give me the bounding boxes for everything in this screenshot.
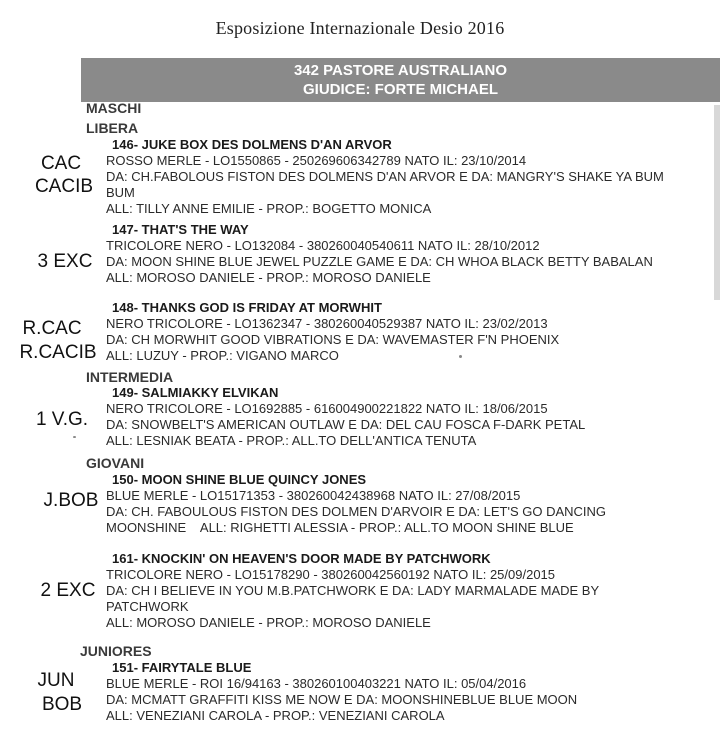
entry-147 [106, 222, 718, 286]
entry-owner: ALL: MOROSO DANIELE - PROP.: MOROSO DANIELE [106, 615, 431, 630]
entry-parents: DA: MCMATT GRAFFITI KISS ME NOW E DA: MOONSHINEBLUE BLUE MOON [106, 692, 578, 707]
entry-details: NERO TRICOLORE - LO1692885 - 616004900221822 NATO IL: 18/06/2015 [106, 401, 548, 416]
entry-owner: MOONSHINE ALL: RIGHETTI ALESSIA - PROP.: ALL.TO MOON SHINE BLUE [106, 520, 574, 535]
grade-150: J.BOB [43, 490, 99, 511]
section-intermedia: INTERMEDIA [86, 369, 174, 385]
grade-161: 2 EXC [40, 580, 96, 601]
entry-title: 150- MOON SHINE BLUE QUINCY JONES [112, 472, 367, 487]
entry-title: 161- KNOCKIN' ON HEAVEN'S DOOR MADE BY PATCHWORK [112, 551, 491, 566]
entry-161 [106, 551, 718, 631]
entry-details: TRICOLORE NERO - LO132084 - 380260040540611 NATO IL: 28/10/2012 [106, 238, 540, 253]
entry-owner: ALL: LUZUY - PROP.: VIGANO MARCO [106, 348, 339, 363]
grade-147: 3 EXC [37, 251, 93, 272]
grade-148-rcac: R.CAC [22, 318, 82, 339]
page-header: Esposizione Internazionale Desio 2016 [215, 18, 505, 38]
entry-title: 151- FAIRYTALE BLUE [112, 660, 252, 675]
entry-parents: DA: CH I BELIEVE IN YOU M.B.PATCHWORK E DA: LADY MARMALADE MADE BY PATCHWORK [106, 583, 599, 614]
grade-151-jun: JUN [37, 670, 75, 691]
entry-148 [106, 300, 718, 364]
entry-owner: ALL: TILLY ANNE EMILIE - PROP.: BOGETTO MONICA [106, 201, 432, 216]
entry-details: BLUE MERLE - LO15171353 - 380260042438968 NATO IL: 27/08/2015 [106, 488, 521, 503]
entry-title: 149- SALMIAKKY ELVIKAN [112, 385, 279, 400]
grade-149: 1 V.G. [35, 409, 89, 430]
entry-parents: DA: CH MORWHIT GOOD VIBRATIONS E DA: WAVEMASTER F'N PHOENIX [106, 332, 560, 347]
entry-146 [106, 137, 718, 217]
grade-148-rcacib: R.CACIB [19, 342, 97, 363]
section-libera: LIBERA [86, 120, 139, 136]
entry-title: 148- THANKS GOD IS FRIDAY AT MORWHIT [112, 300, 382, 315]
entry-title: 146- JUKE BOX DES DOLMENS D'AN ARVOR [112, 137, 392, 152]
entry-details: TRICOLORE NERO - LO15178290 - 380260042560192 NATO IL: 25/09/2015 [106, 567, 556, 582]
entry-parents: DA: MOON SHINE BLUE JEWEL PUZZLE GAME E DA: CH WHOA BLACK BETTY BABALAN [106, 254, 653, 269]
entry-parents: DA: SNOWBELT'S AMERICAN OUTLAW E DA: DEL CAU FOSCA F-DARK PETAL [106, 417, 586, 432]
entry-owner: ALL: VENEZIANI CAROLA - PROP.: VENEZIANI CAROLA [106, 708, 445, 723]
scan-speck [73, 436, 76, 438]
section-maschi: MASCHI [86, 100, 142, 116]
entry-151 [106, 660, 718, 724]
entry-parents: DA: CH.FABOLOUS FISTON DES DOLMENS D'AN ARVOR E DA: MANGRY'S SHAKE YA BUM BUM [106, 169, 664, 200]
entry-details: NERO TRICOLORE - LO1362347 - 380260040529387 NATO IL: 23/02/2013 [106, 316, 548, 331]
entry-details: ROSSO MERLE - LO1550865 - 250269606342789 NATO IL: 23/10/2014 [106, 153, 527, 168]
section-giovani: GIOVANI [86, 455, 145, 471]
breed-title: 342 PASTORE AUSTRALIANO [293, 62, 508, 79]
grade-151-bob: BOB [41, 694, 83, 715]
scan-speck [459, 355, 462, 358]
section-juniores: JUNIORES [80, 643, 152, 659]
entry-owner: ALL: LESNIAK BEATA - PROP.: ALL.TO DELL'ANTICA TENUTA [106, 433, 477, 448]
breed-banner [81, 58, 720, 102]
judge-name: GIUDICE: FORTE MICHAEL [303, 81, 498, 98]
entry-owner: ALL: MOROSO DANIELE - PROP.: MOROSO DANIELE [106, 270, 431, 285]
entry-parents: DA: CH. FABOULOUS FISTON DES DOLMEN D'ARVOIR E DA: LET'S GO DANCING [106, 504, 607, 519]
entry-title: 147- THAT'S THE WAY [112, 222, 249, 237]
entry-150 [106, 472, 718, 536]
entry-details: BLUE MERLE - ROI 16/94163 - 380260100403221 NATO IL: 05/04/2016 [106, 676, 527, 691]
grade-146-cacib: CACIB [34, 176, 94, 197]
entry-149 [106, 385, 718, 449]
grade-146-cac: CAC [40, 153, 82, 174]
